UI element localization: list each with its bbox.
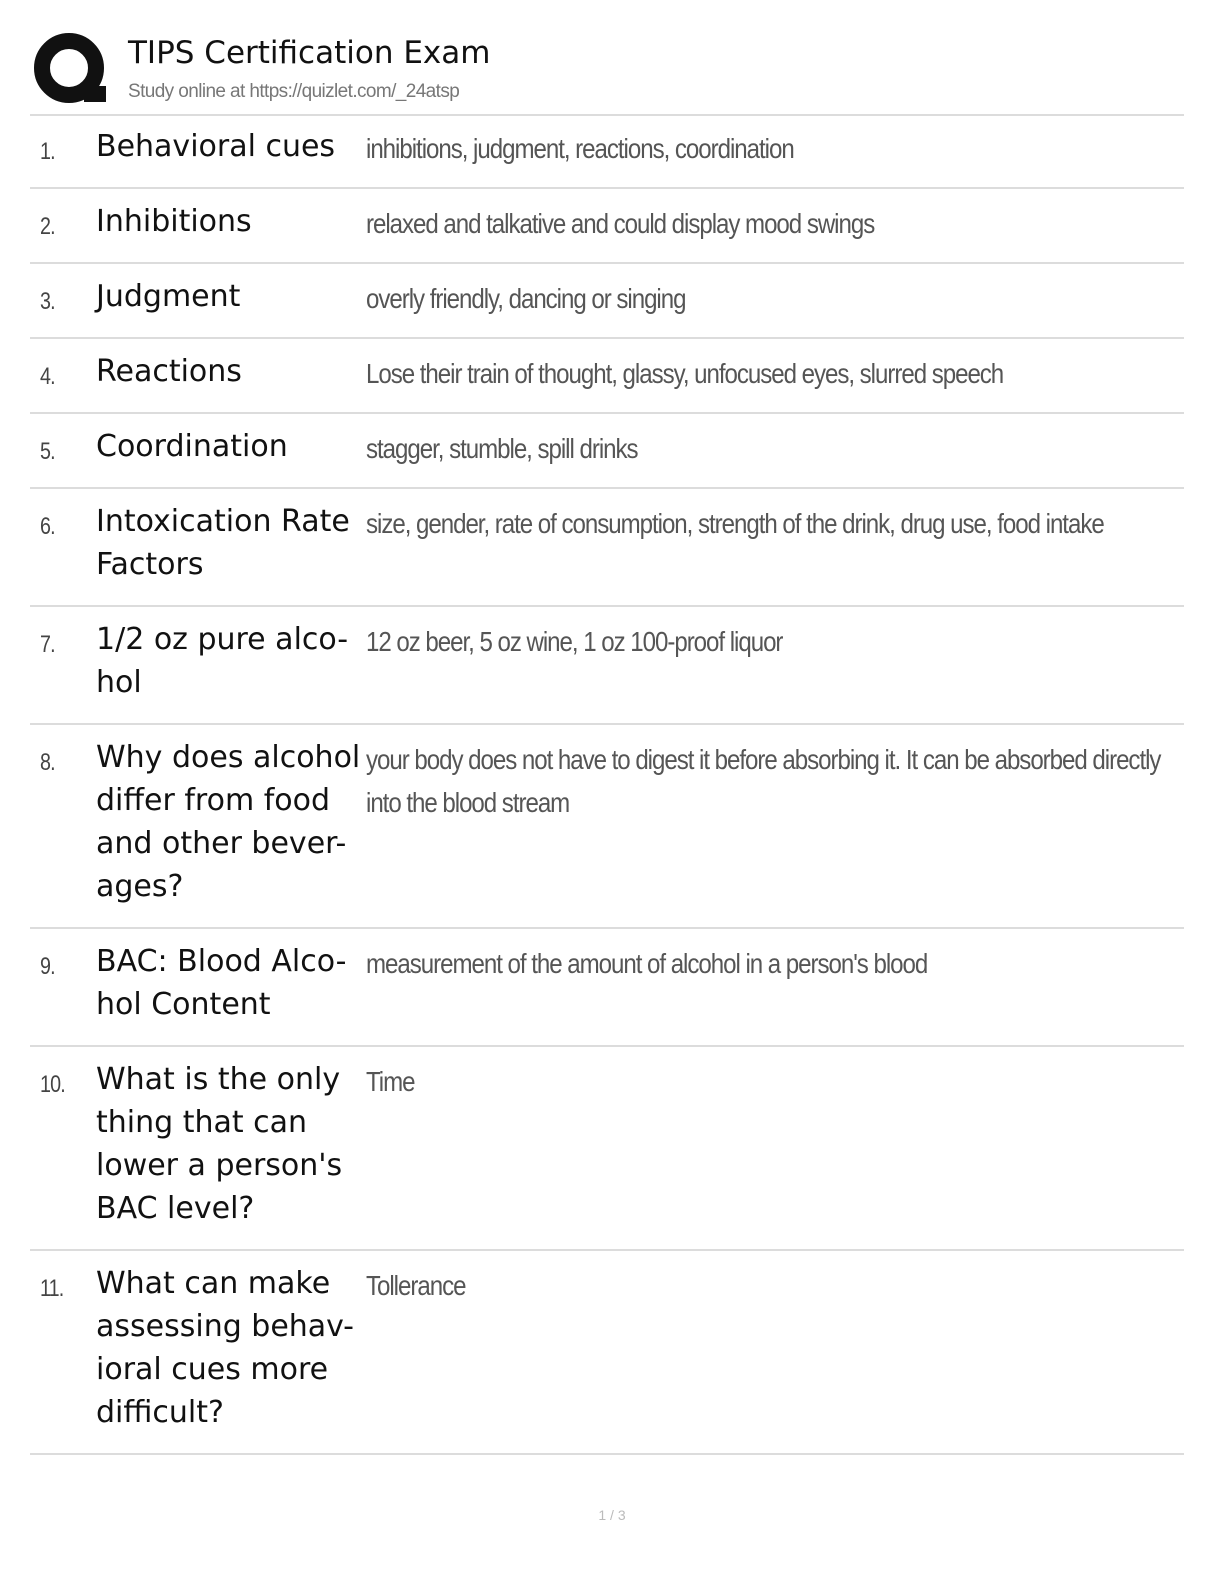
item-term: Behavioral cues (96, 129, 336, 164)
item-definition: Tollerance (366, 1270, 466, 1301)
page-number: 1 / 3 (598, 1507, 626, 1523)
item-definition: your body does not have to digest it before absorbing it. It can be absorbed directly into the blood stream (366, 744, 1161, 818)
item-term: Why does alcohol differ from food and other bever-ages? (96, 740, 361, 904)
item-definition: measurement of the amount of alcohol in a person's blood (366, 948, 928, 979)
item-term: 1/2 oz pure alco-hol (96, 622, 349, 700)
list-item (30, 339, 1184, 414)
item-number: 9. (40, 953, 55, 980)
item-term: Coordination (96, 429, 288, 464)
flashcard-list (30, 114, 1184, 1455)
page-subtitle: Study online at https://quizlet.com/_24atsp (128, 81, 460, 102)
item-definition: inhibitions, judgment, reactions, coordination (366, 133, 794, 164)
page-header (30, 28, 1184, 116)
item-number: 10. (40, 1071, 65, 1098)
list-item (30, 189, 1184, 264)
item-definition: stagger, stumble, spill drinks (366, 433, 638, 464)
item-definition: relaxed and talkative and could display mood swings (366, 208, 875, 239)
list-item (30, 929, 1184, 1047)
item-definition: size, gender, rate of consumption, strength of the drink, drug use, food intake (366, 508, 1104, 539)
item-definition: Lose their train of thought, glassy, unfocused eyes, slurred speech (366, 358, 1004, 389)
item-number: 2. (40, 213, 55, 240)
list-item (30, 414, 1184, 489)
item-number: 8. (40, 749, 55, 776)
item-term: Intoxication Rate Factors (96, 504, 350, 582)
item-definition: 12 oz beer, 5 oz wine, 1 oz 100-proof liquor (366, 626, 783, 657)
item-definition: overly friendly, dancing or singing (366, 283, 686, 314)
item-term: BAC: Blood Alco-hol Content (96, 944, 347, 1022)
item-term: What is the only thing that can lower a person's BAC level? (96, 1062, 343, 1226)
item-number: 6. (40, 513, 55, 540)
list-item (30, 1047, 1184, 1251)
item-number: 4. (40, 363, 55, 390)
list-item (30, 607, 1184, 725)
item-number: 3. (40, 288, 55, 315)
item-term: What can make assessing behav-ioral cues more difficult? (96, 1266, 354, 1430)
item-number: 5. (40, 438, 55, 465)
item-term: Reactions (96, 354, 242, 389)
page-title: TIPS Certification Exam (128, 35, 491, 71)
list-item (30, 725, 1184, 929)
item-number: 11. (40, 1275, 64, 1302)
quizlet-logo-icon (32, 30, 110, 108)
item-number: 1. (40, 138, 55, 165)
item-number: 7. (40, 631, 55, 658)
list-item (30, 114, 1184, 189)
list-item (30, 1251, 1184, 1455)
list-item (30, 264, 1184, 339)
item-definition: Time (366, 1066, 415, 1097)
item-term: Inhibitions (96, 204, 252, 239)
item-term: Judgment (96, 279, 241, 314)
list-item (30, 489, 1184, 607)
